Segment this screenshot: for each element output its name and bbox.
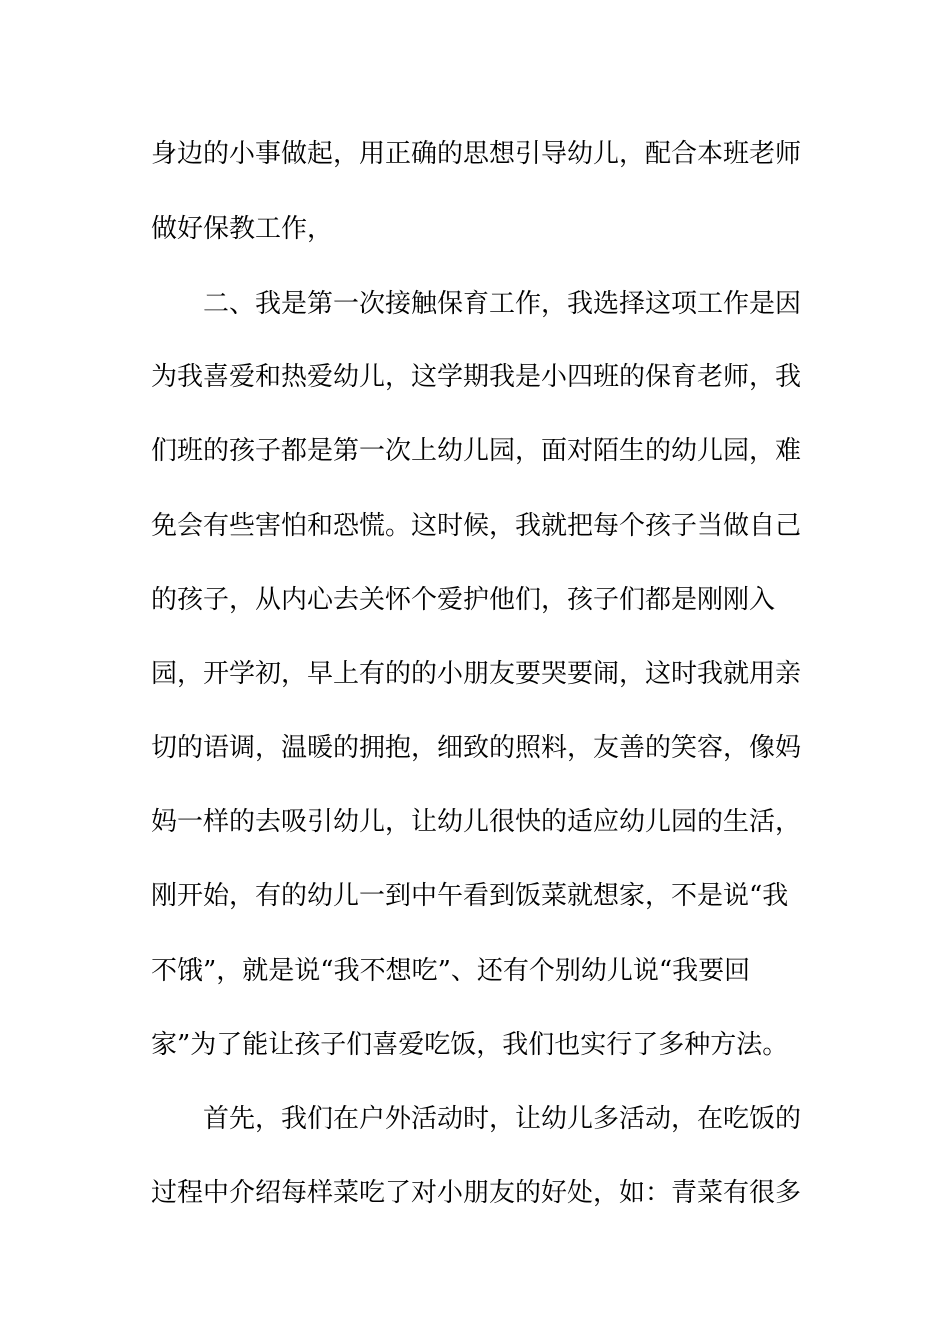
text-line-11: 刚开始，有的幼儿一到中午看到饭菜就想家，不是说“我 [151, 881, 789, 911]
text-line-13: 家”为了能让孩子们喜爱吃饭，我们也实行了多种方法。 [151, 1030, 789, 1060]
text-line-10: 妈一样的去吸引幼儿，让幼儿很快的适应幼儿园的生活， [151, 807, 802, 837]
text-line-4: 为我喜爱和热爱幼儿，这学期我是小四班的保育老师，我 [151, 362, 802, 392]
text-line-5: 们班的孩子都是第一次上幼儿园，面对陌生的幼儿园，难 [151, 436, 802, 466]
text-line-12: 不饿”，就是说“我不想吃”、还有个别幼儿说“我要回 [151, 956, 751, 986]
text-line-9: 切的语调，温暖的拥抱，细致的照料，友善的笑容，像妈 [151, 733, 802, 763]
text-line-8: 园，开学初，早上有的的小朋友要哭要闹，这时我就用亲 [151, 659, 802, 689]
text-line-2: 做好保教工作， [151, 214, 334, 244]
text-line-3: 二、我是第一次接触保育工作，我选择这项工作是因 [203, 289, 802, 319]
text-line-1: 身边的小事做起，用正确的思想引导幼儿，配合本班老师 [151, 139, 802, 169]
text-line-15: 过程中介绍每样菜吃了对小朋友的好处，如：青菜有很多 [151, 1178, 802, 1208]
text-line-6: 免会有些害怕和恐慌。这时候，我就把每个孩子当做自己 [151, 511, 802, 541]
text-line-14: 首先，我们在户外活动时，让幼儿多活动，在吃饭的 [203, 1104, 802, 1134]
text-line-7: 的孩子，从内心去关怀个爱护他们，孩子们都是刚刚入 [151, 585, 776, 615]
